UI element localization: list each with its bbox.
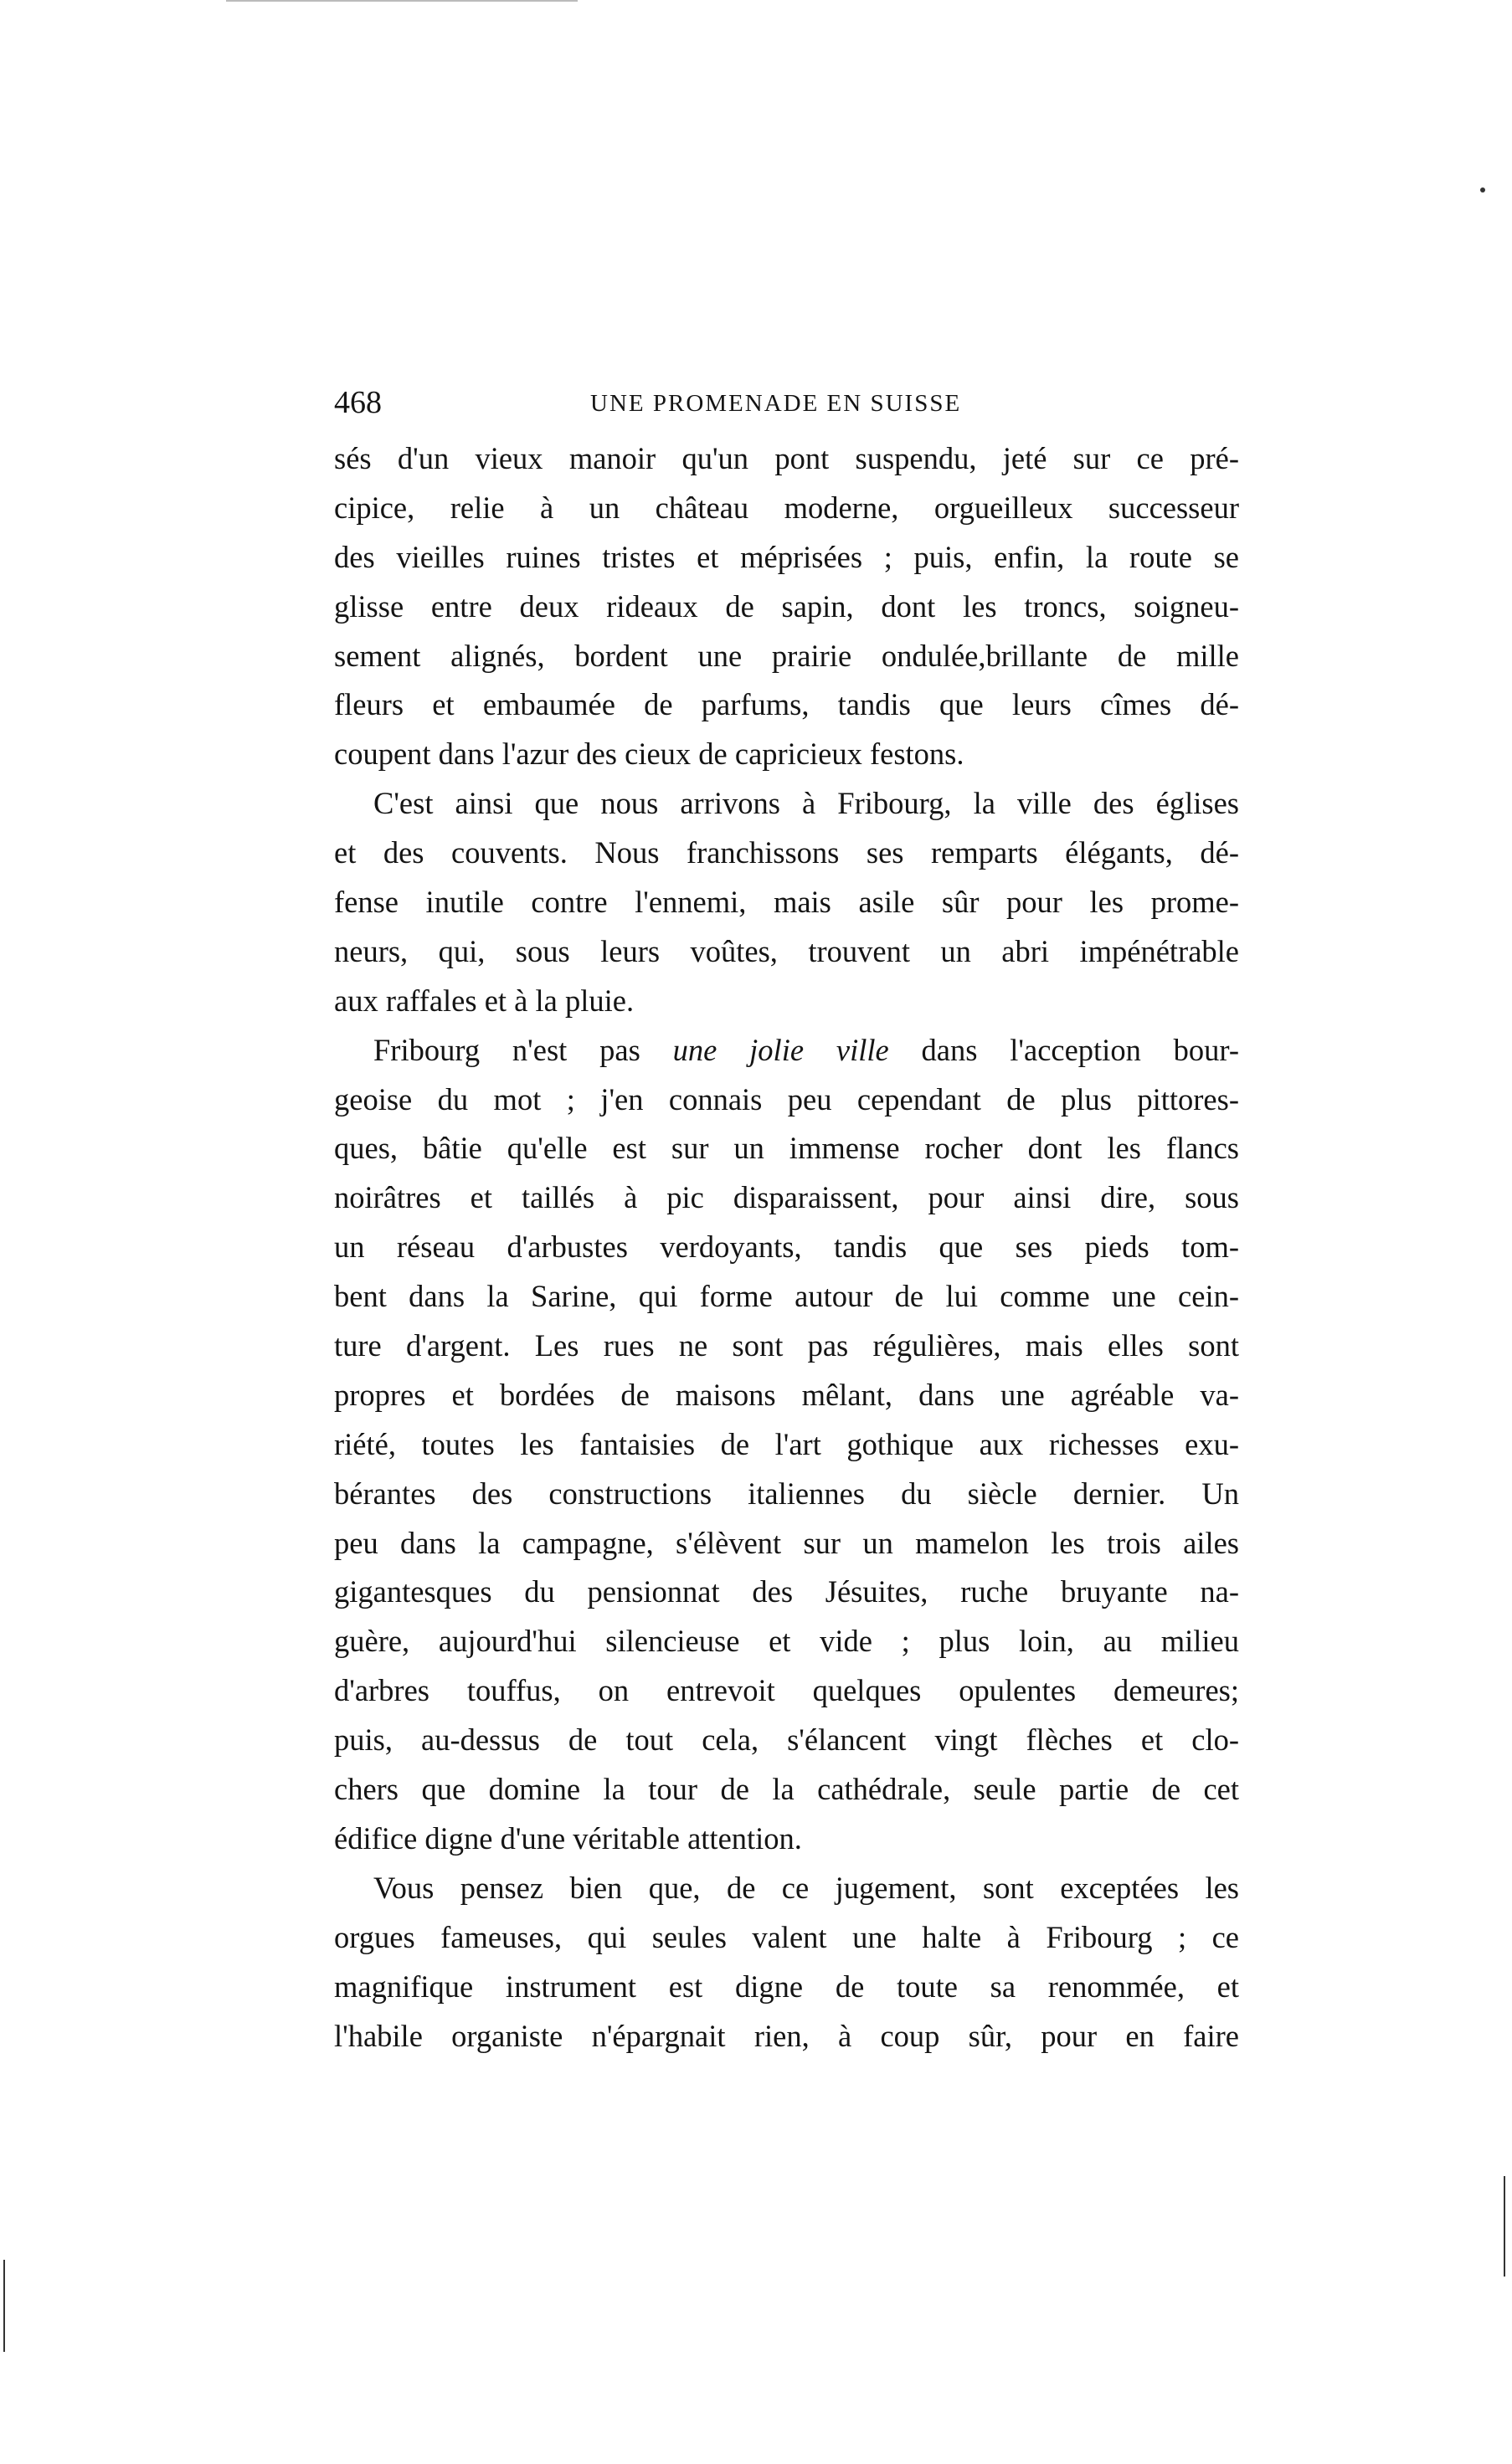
scan-artifact	[3, 2260, 5, 2352]
text-line: puis, au-dessus de tout cela, s'élancent vingt flèches et clo-	[334, 1722, 1239, 1758]
text-line: guère, aujourd'hui silencieuse et vide ; plus loin, au milieu	[334, 1624, 1239, 1659]
text-line: noirâtres et taillés à pic disparaissent, pour ainsi dire, sous	[334, 1180, 1239, 1215]
scan-artifact	[1480, 187, 1485, 192]
page-header	[334, 383, 1239, 422]
paragraph	[334, 1864, 1239, 2061]
text-line: neurs, qui, sous leurs voûtes, trouvent un abri impénétrable	[334, 933, 1239, 968]
running-title: UNE PROMENADE EN SUISSE	[590, 390, 962, 417]
scan-artifact	[226, 0, 578, 2]
body-text	[334, 434, 1239, 2061]
text-line: coupent dans l'azur des cieux de capricieux festons.	[334, 737, 964, 772]
text-line: peu dans la campagne, s'élèvent sur un mamelon les trois ailes	[334, 1525, 1239, 1560]
text-line: d'arbres touffus, on entrevoit quelques opulentes demeures;	[334, 1673, 1239, 1708]
text-line: aux raffales et à la pluie.	[334, 983, 635, 1018]
text-line: et des couvents. Nous franchissons ses remparts élégants, dé-	[334, 835, 1239, 870]
text-line: cipice, relie à un château moderne, orgueilleux successeur	[334, 490, 1239, 525]
text-line: propres et bordées de maisons mêlant, dans une agréable va-	[334, 1377, 1239, 1412]
text-line: Vous pensez bien que, de ce jugement, sont exceptées les	[373, 1870, 1239, 1905]
text-line: orgues fameuses, qui seules valent une halte à Fribourg ; ce	[334, 1919, 1239, 1954]
text-line: fense inutile contre l'ennemi, mais asile sûr pour les prome-	[334, 885, 1239, 920]
text-line: C'est ainsi que nous arrivons à Fribourg, la ville des églises	[373, 786, 1239, 821]
text-line: l'habile organiste n'épargnait rien, à coup sûr, pour en faire	[334, 2018, 1239, 2053]
paragraph	[334, 779, 1239, 1025]
text-line: édifice digne d'une véritable attention.	[334, 1820, 802, 1856]
page-number: 468	[334, 385, 382, 420]
italic-phrase: une jolie ville	[672, 1032, 889, 1067]
text-line: riété, toutes les fantaisies de l'art gothique aux richesses exu-	[334, 1426, 1239, 1461]
text-line: ques, bâtie qu'elle est sur un immense rocher dont les flancs	[334, 1131, 1239, 1166]
text-line: des vieilles ruines tristes et méprisées ; puis, enfin, la route se	[334, 539, 1239, 574]
text-line: gigantesques du pensionnat des Jésuites, ruche bruyante na-	[334, 1574, 1239, 1609]
text-segment: Fribourg n'est pas	[373, 1032, 673, 1067]
text-line: magnifique instrument est digne de toute sa renommée, et	[334, 1969, 1239, 2004]
text-line: geoise du mot ; j'en connais peu cependant de plus pittores-	[334, 1081, 1239, 1116]
paragraph	[334, 434, 1239, 779]
text-line: bent dans la Sarine, qui forme autour de lui comme une cein-	[334, 1279, 1239, 1314]
text-line: sement alignés, bordent une prairie ondulée,brillante de mille	[334, 638, 1239, 673]
text-line: un réseau d'arbustes verdoyants, tandis que ses pieds tom-	[334, 1229, 1239, 1265]
text-line	[334, 1026, 1239, 1075]
paragraph	[334, 1026, 1239, 1864]
text-line: sés d'un vieux manoir qu'un pont suspendu, jeté sur ce pré-	[334, 441, 1239, 475]
text-line: bérantes des constructions italiennes du siècle dernier. Un	[334, 1476, 1239, 1511]
text-line: ture d'argent. Les rues ne sont pas régulières, mais elles sont	[334, 1328, 1239, 1363]
text-segment: dans l'acception bour-	[888, 1032, 1239, 1067]
text-line: fleurs et embaumée de parfums, tandis que leurs cîmes dé-	[334, 687, 1239, 722]
text-line: chers que domine la tour de la cathédrale, seule partie de cet	[334, 1772, 1239, 1807]
scan-artifact	[1504, 2176, 1505, 2277]
text-line: glisse entre deux rideaux de sapin, dont les troncs, soigneu-	[334, 588, 1239, 624]
